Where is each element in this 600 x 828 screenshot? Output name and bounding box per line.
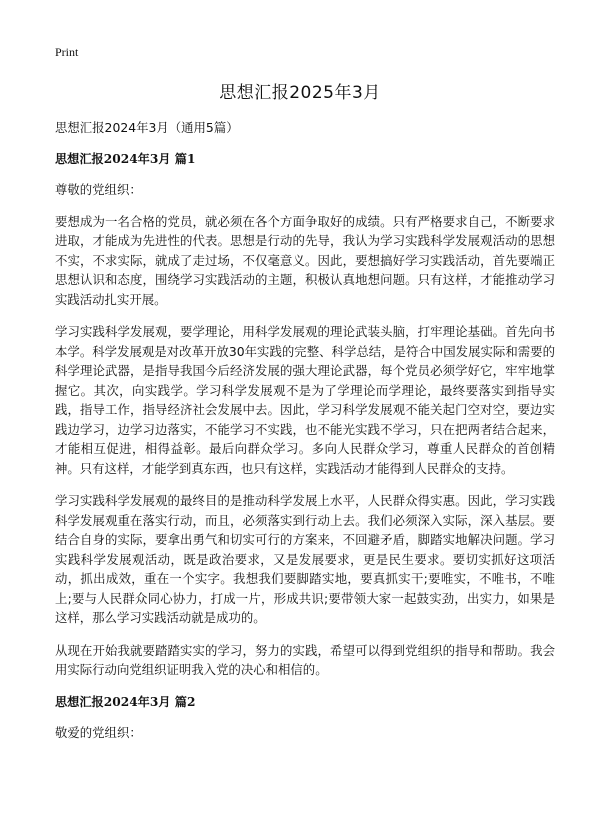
salutation: 尊敬的党组织： [55, 182, 142, 197]
paragraph: 要想成为一名合格的党员，就必须在各个方面争取好的成绩。只有严格要求自己，不断要求进取，才能成为先进性的代表。思想是行动的先导，我认为学习实践科学发展观活动的思想不实，不求实际，就成了走过场，不仅毫意义。因此，要想搞好学习实践活动，首先要端正思想认识和态度，围绕学习实践活动的主题，积极认真地想问题。只有这样，才能推动学习实践活动扎实开展。 [55, 213, 555, 307]
paragraph: 学习实践科学发展观，要学理论，用科学发展观的理论武装头脑，打牢理论基础。首先向书本学。科学发展观是对改革开放30年实践的完整、科学总结，是符合中国发展实际和需要的科学理论武器，是指导我国今后经济发展的强大理论武器，每个党员必须学好它，牢牢地掌握它。其次，向实践学。学习科学发展观不是为了学理论而学理论，最终要落实到指导实践，指导工作，指导经济社会发展中去。因此，学习科学发展观不能关起门空对空，要边实践边学习，边学习边落实，不能学习不实践，也不能光实践不学习，只在把两者结合起来，才能相互促进，相得益彰。最后向群众学习。多向人民群众学习，尊重人民群众的首创精神。只有这样，才能学到真东西，也只有这样，实践活动才能得到人民群众的支持。 [55, 324, 555, 476]
salutation: 敬爱的党组织： [55, 725, 142, 740]
section-2 [55, 693, 555, 743]
section-heading: 思想汇报2024年3月 篇2 [55, 694, 196, 709]
print-link[interactable]: Print [55, 45, 79, 59]
section-1 [55, 150, 555, 680]
page-title: 思想汇报2025年3月 [219, 83, 381, 103]
paragraph: 从现在开始我就要踏踏实实的学习，努力的实践，希望可以得到党组织的指导和帮助。我会用实际行动向党组织证明我入党的决心和相信的。 [55, 642, 555, 677]
article-subtitle: 思想汇报2024年3月（通用5篇） [55, 120, 239, 135]
paragraph: 学习实践科学发展观的最终目的是推动科学发展上水平，人民群众得实惠。因此，学习实践科学发展观重在落实行动，而且，必须落实到行动上去。我们必须深入实际，深入基层。要结合自身的实际，要拿出勇气和切实可行的方案来，不回避矛盾，脚踏实地解决问题。学习实践科学发展观活动，既是政治要求，又是发展要求，更是民生要求。要切实抓好这项活动，抓出成效，重在一个实字。我想我们要脚踏实地，要真抓实干;要唯实，不唯书，不唯上;要与人民群众同心协力，打成一片，形成共识;要带领大家一起鼓实劲，出实力，如果是这样，那么学习实践活动就是成功的。 [55, 493, 555, 625]
article-body [55, 118, 555, 755]
section-heading: 思想汇报2024年3月 篇1 [55, 151, 196, 166]
